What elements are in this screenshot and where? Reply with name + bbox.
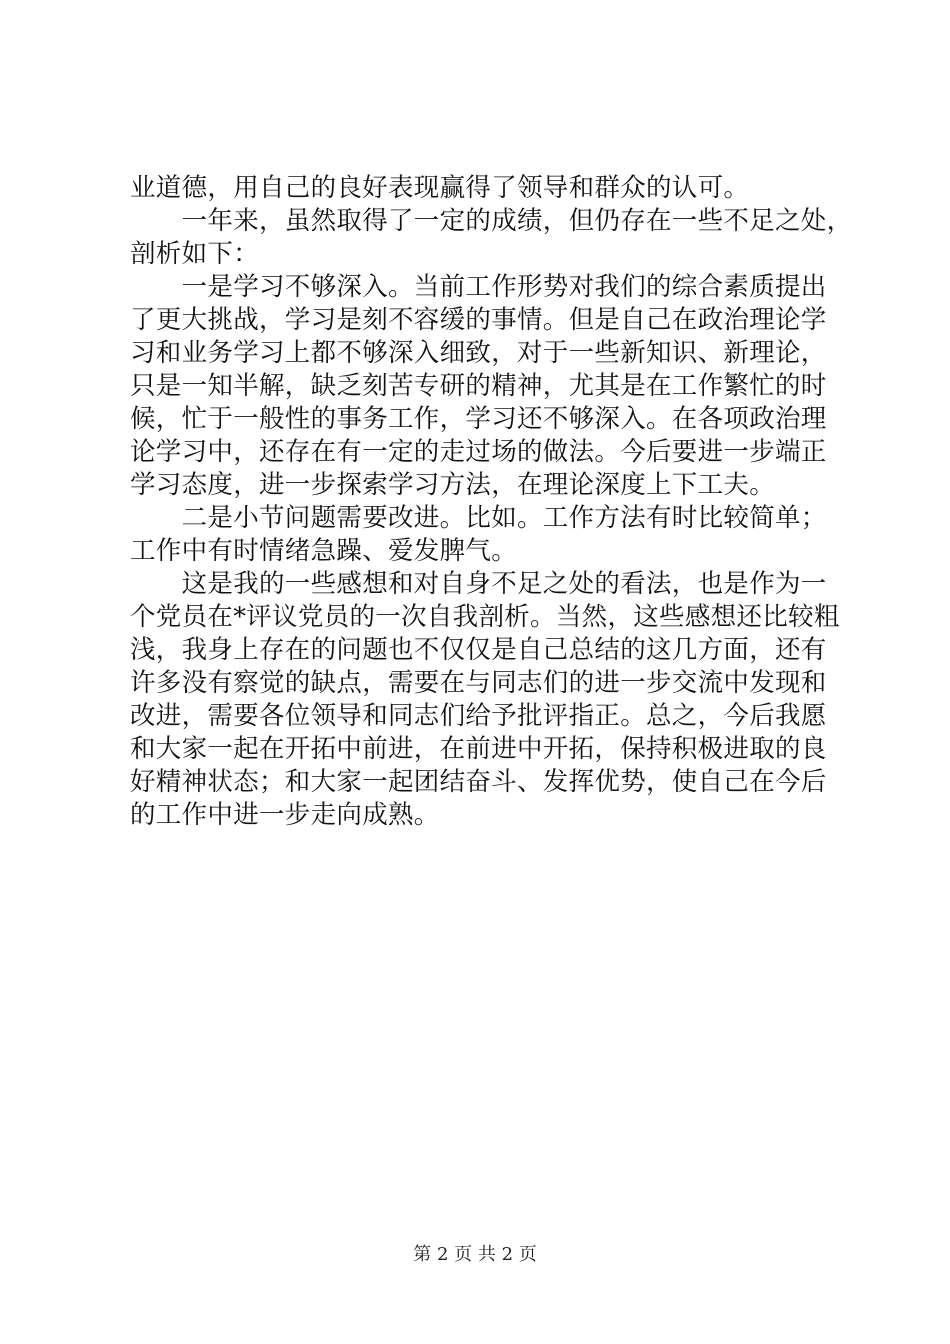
text-line: 工作中有时情绪急躁、爱发脾气。: [130, 536, 518, 566]
text-line: 一年来，虽然取得了一定的成绩，但仍存在一些不足之处，: [130, 206, 853, 236]
text-line: 候，忙于一般性的事务工作，学习还不够深入。在各项政治理: [130, 404, 827, 434]
text-line: 一是学习不够深入。当前工作形势对我们的综合素质提出: [130, 272, 827, 302]
text-line: 习和业务学习上都不够深入细致，对于一些新知识、新理论，: [130, 338, 827, 368]
text-line: 这是我的一些感想和对自身不足之处的看法，也是作为一: [130, 569, 827, 599]
text-line: 学习态度，进一步探索学习方法，在理论深度上下工夫。: [130, 470, 776, 500]
text-line: 了更大挑战，学习是刻不容缓的事情。但是自己在政治理论学: [130, 305, 827, 335]
text-line: 论学习中，还存在有一定的走过场的做法。今后要进一步端正: [130, 437, 827, 467]
text-line: 改进，需要各位领导和同志们给予批评指正。总之，今后我愿: [130, 701, 827, 731]
text-line: 许多没有察觉的缺点，需要在与同志们的进一步交流中发现和: [130, 668, 827, 698]
text-line: 好精神状态；和大家一起团结奋斗、发挥优势，使自己在今后: [130, 767, 827, 797]
text-line: 浅，我身上存在的问题也不仅仅是自己总结的这几方面，还有: [130, 635, 827, 665]
page-number-footer: 第 2 页 共 2 页: [413, 1244, 537, 1265]
text-line: 业道德，用自己的良好表现赢得了领导和群众的认可。: [130, 173, 750, 203]
text-line: 二是小节问题需要改进。比如。工作方法有时比较简单；: [130, 503, 827, 533]
text-line: 和大家一起在开拓中前进，在前进中开拓，保持积极进取的良: [130, 734, 827, 764]
text-line: 的工作中进一步走向成熟。: [130, 800, 440, 830]
text-line: 个党员在*评议党员的一次自我剖析。当然，这些感想还比较粗: [130, 602, 840, 632]
text-line: 只是一知半解，缺乏刻苦专研的精神，尤其是在工作繁忙的时: [130, 371, 827, 401]
document-body: [130, 172, 853, 832]
text-line: 剖析如下：: [130, 239, 260, 269]
